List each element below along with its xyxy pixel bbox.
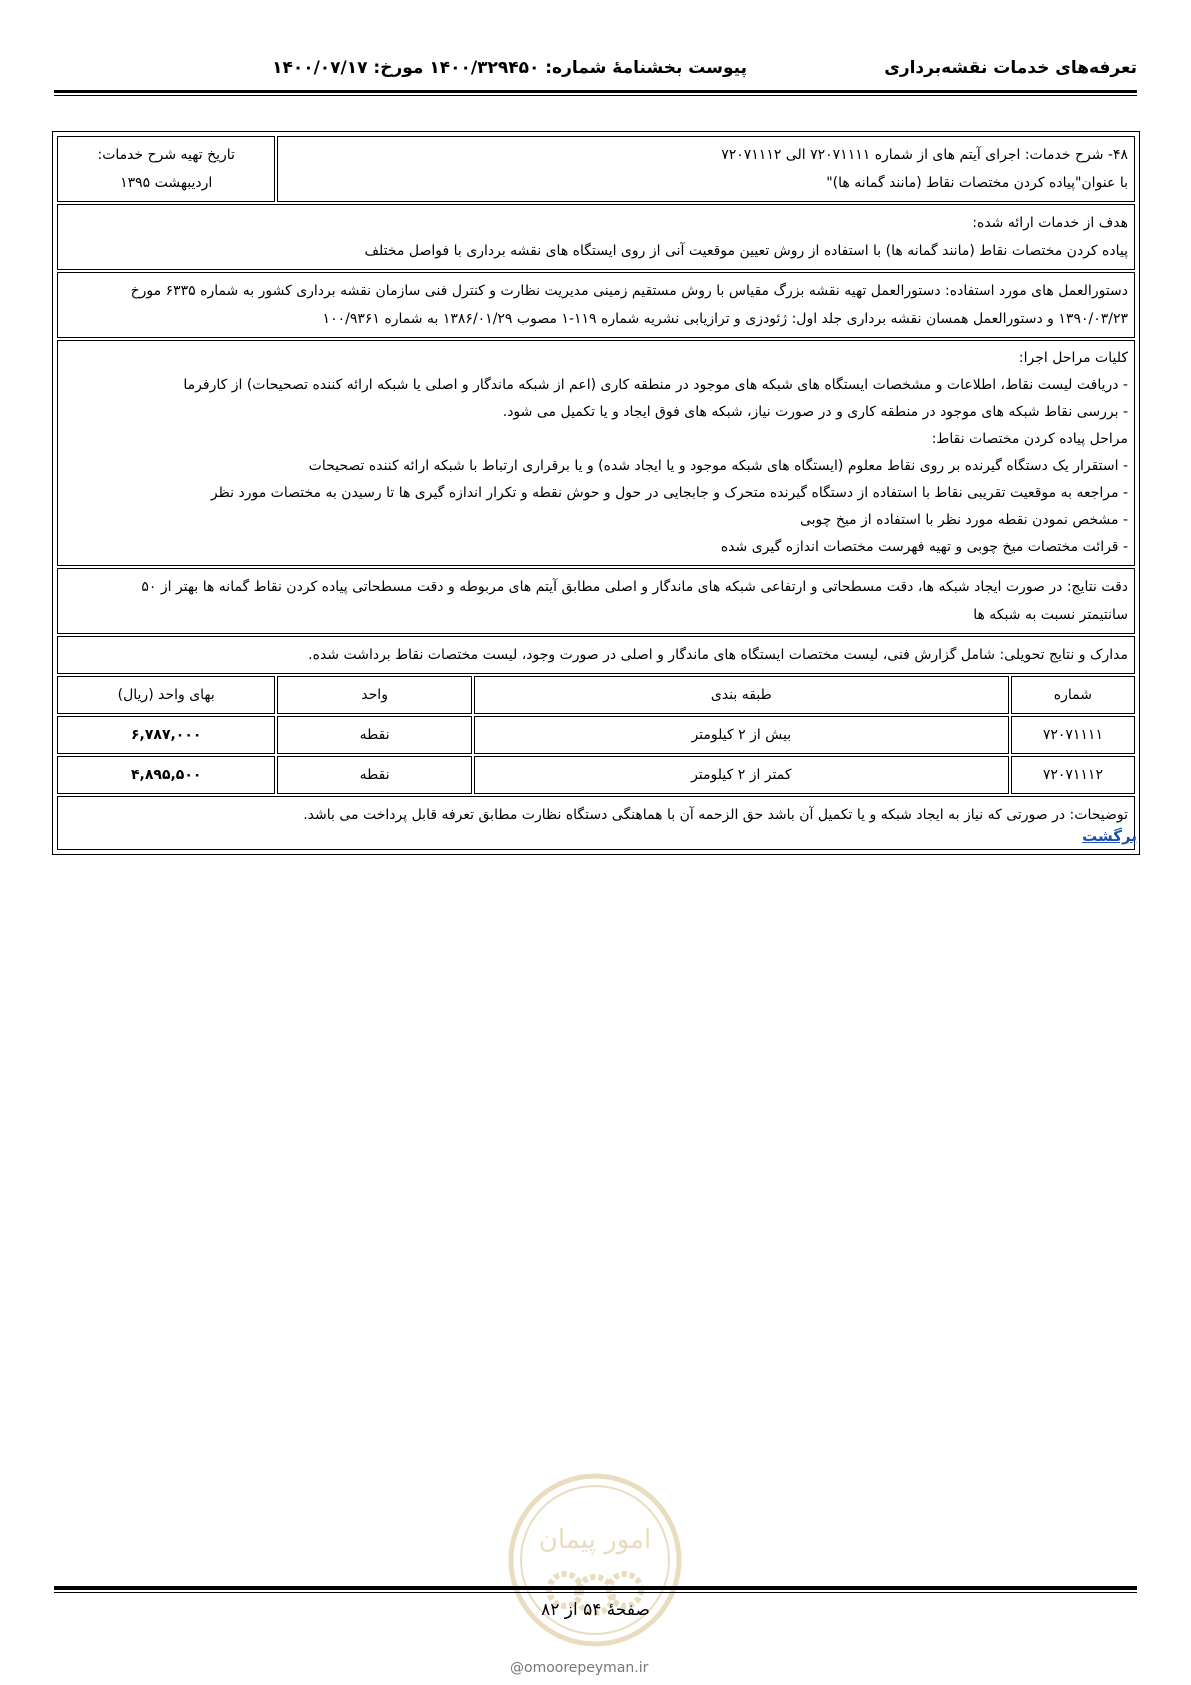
accuracy-line: دقت نتایج: در صورت ایجاد شبکه ها، دقت مسطحاتی و ارتفاعی شبکه های ماندگار و اصلی مطابق آیتم های مربوطه و دقت مسطحاتی پیاده کردن نقاط گمانه ها بهتر از ۵۰ [141, 579, 1128, 595]
accuracy-cell [57, 568, 1135, 634]
instructions-row [57, 272, 1135, 338]
footer-rule-thin [54, 1592, 1137, 1593]
accuracy-line: سانتیمتر نسبت به شبکه ها [973, 607, 1128, 623]
header-unit: واحد [277, 676, 471, 714]
instructions-line: دستورالعمل های مورد استفاده: دستورالعمل تهیه نقشه بزرگ مقیاس با روش مستقیم زمینی مدیریت نظارت و کنترل فنی سازمان نقشه برداری کشور به شماره ۶۳۳۵ مورخ [130, 283, 1128, 299]
row-price: ۴,۸۹۵,۵۰۰ [57, 756, 275, 794]
step-item: - مراجعه به موقعیت تقریبی نقاط با استفاده از دستگاه گیرنده متحرک و جابجایی در حول و حوش نقطه و تکرار اندازه گیری ها تا رسیدن به مختصات مورد نظر [210, 485, 1128, 501]
row-number: ۷۲۰۷۱۱۱۲ [1011, 756, 1135, 794]
notes-cell: توضیحات: در صورتی که نیاز به ایجاد شبکه و یا تکمیل آن باشد حق الزحمه آن با هماهنگی دستگاه نظارت مطابق تعرفه قابل پرداخت می باشد. [57, 796, 1135, 850]
prep-date-label: تاریخ تهیه شرح خدمات: [97, 147, 235, 163]
service-description-frame [52, 131, 1140, 855]
instructions-cell [57, 272, 1135, 338]
header-category: طبقه بندی [474, 676, 1009, 714]
row-unit: نقطه [277, 756, 471, 794]
notes-row [57, 796, 1135, 850]
back-link[interactable]: برگشت [1082, 827, 1137, 845]
accuracy-row [57, 568, 1135, 634]
step-item: - بررسی نقاط شبکه های موجود در منطقه کاری و در صورت نیاز، شبکه های فوق ایجاد و یا تکمیل می شود. [502, 404, 1128, 420]
header-rule-thin [54, 95, 1137, 96]
row-category: بیش از ۲ کیلومتر [474, 716, 1009, 754]
item-title-cell [277, 136, 1135, 202]
steps-title: کلیات مراحل اجرا: [1018, 350, 1128, 366]
prep-date-cell [57, 136, 275, 202]
website-watermark: @omoorepeyman.ir [510, 1660, 649, 1676]
deliverables-cell: مدارک و نتایج تحویلی: شامل گزارش فنی، لیست مختصات ایستگاه های ماندگار و اصلی در صورت وجود، لیست مختصات نقاط برداشت شده. [57, 636, 1135, 674]
goal-cell [57, 204, 1135, 270]
step-item: - استقرار یک دستگاه گیرنده بر روی نقاط معلوم (ایستگاه های شبکه موجود و یا ایجاد شده) و یا برقراری ارتباط با شبکه ارائه کننده تصحیحات [308, 458, 1128, 474]
header-rule [54, 90, 1137, 93]
item-title: ۴۸- شرح خدمات: اجرای آیتم های از شماره ۷۲۰۷۱۱۱۱ الی ۷۲۰۷۱۱۱۲ [721, 147, 1128, 163]
item-subtitle: با عنوان"پیاده کردن مختصات نقاط (مانند گمانه ها)" [826, 175, 1128, 191]
table-row [57, 716, 1135, 754]
step-item: - دریافت لیست نقاط، اطلاعات و مشخصات ایستگاه های شبکه های موجود در منطقه کاری (اعم از شبکه ماندگار و اصلی یا شبکه ارائه کننده تصحیحات) از کارفرما [183, 377, 1128, 393]
table-row [57, 756, 1135, 794]
page-number: صفحۀ ۵۴ از ۸۲ [541, 1600, 650, 1620]
step-item: - مشخص نمودن نقطه مورد نظر با استفاده از میخ چوبی [799, 512, 1128, 528]
seal-logo [505, 1470, 685, 1650]
row-category: کمتر از ۲ کیلومتر [474, 756, 1009, 794]
step-item: - قرائت مختصات میخ چوبی و تهیه فهرست مختصات اندازه گیری شده [720, 539, 1128, 555]
header-number: شماره [1011, 676, 1135, 714]
goal-label: هدف از خدمات ارائه شده: [972, 215, 1128, 231]
steps-row [57, 340, 1135, 566]
steps-cell [57, 340, 1135, 566]
goal-row [57, 204, 1135, 270]
page-header [54, 58, 1137, 88]
row-unit: نقطه [277, 716, 471, 754]
prep-date-value: اردیبهشت ۱۳۹۵ [120, 175, 213, 191]
footer-rule [54, 1586, 1137, 1590]
document-title: تعرفه‌های خدمات نقشه‌برداری [884, 58, 1137, 78]
service-table [55, 134, 1137, 852]
item-row [57, 136, 1135, 202]
circular-reference: پیوست بخشنامۀ شماره: ۱۴۰۰/۳۲۹۴۵۰ مورخ: ۱۴۰۰/۰۷/۱۷ [272, 58, 747, 78]
deliverables-row [57, 636, 1135, 674]
seal-text: امور پیمان [538, 1525, 652, 1555]
price-header-row [57, 676, 1135, 714]
instructions-line: ۱۳۹۰/۰۳/۲۳ و دستورالعمل همسان نقشه برداری جلد اول: ژئودزی و ترازیابی نشریه شماره ۱۱۹-۱ مصوب ۱۳۸۶/۰۱/۲۹ به شماره ۱۰۰/۹۳۶۱ [322, 311, 1128, 327]
row-price: ۶,۷۸۷,۰۰۰ [57, 716, 275, 754]
steps-subtitle: مراحل پیاده کردن مختصات نقاط: [931, 431, 1128, 447]
goal-text: پیاده کردن مختصات نقاط (مانند گمانه ها) با استفاده از روش تعیین موقعیت آنی از روی ایستگاه های نقشه برداری با فواصل مختلف [364, 243, 1128, 259]
header-price: بهای واحد (ریال) [57, 676, 275, 714]
row-number: ۷۲۰۷۱۱۱۱ [1011, 716, 1135, 754]
